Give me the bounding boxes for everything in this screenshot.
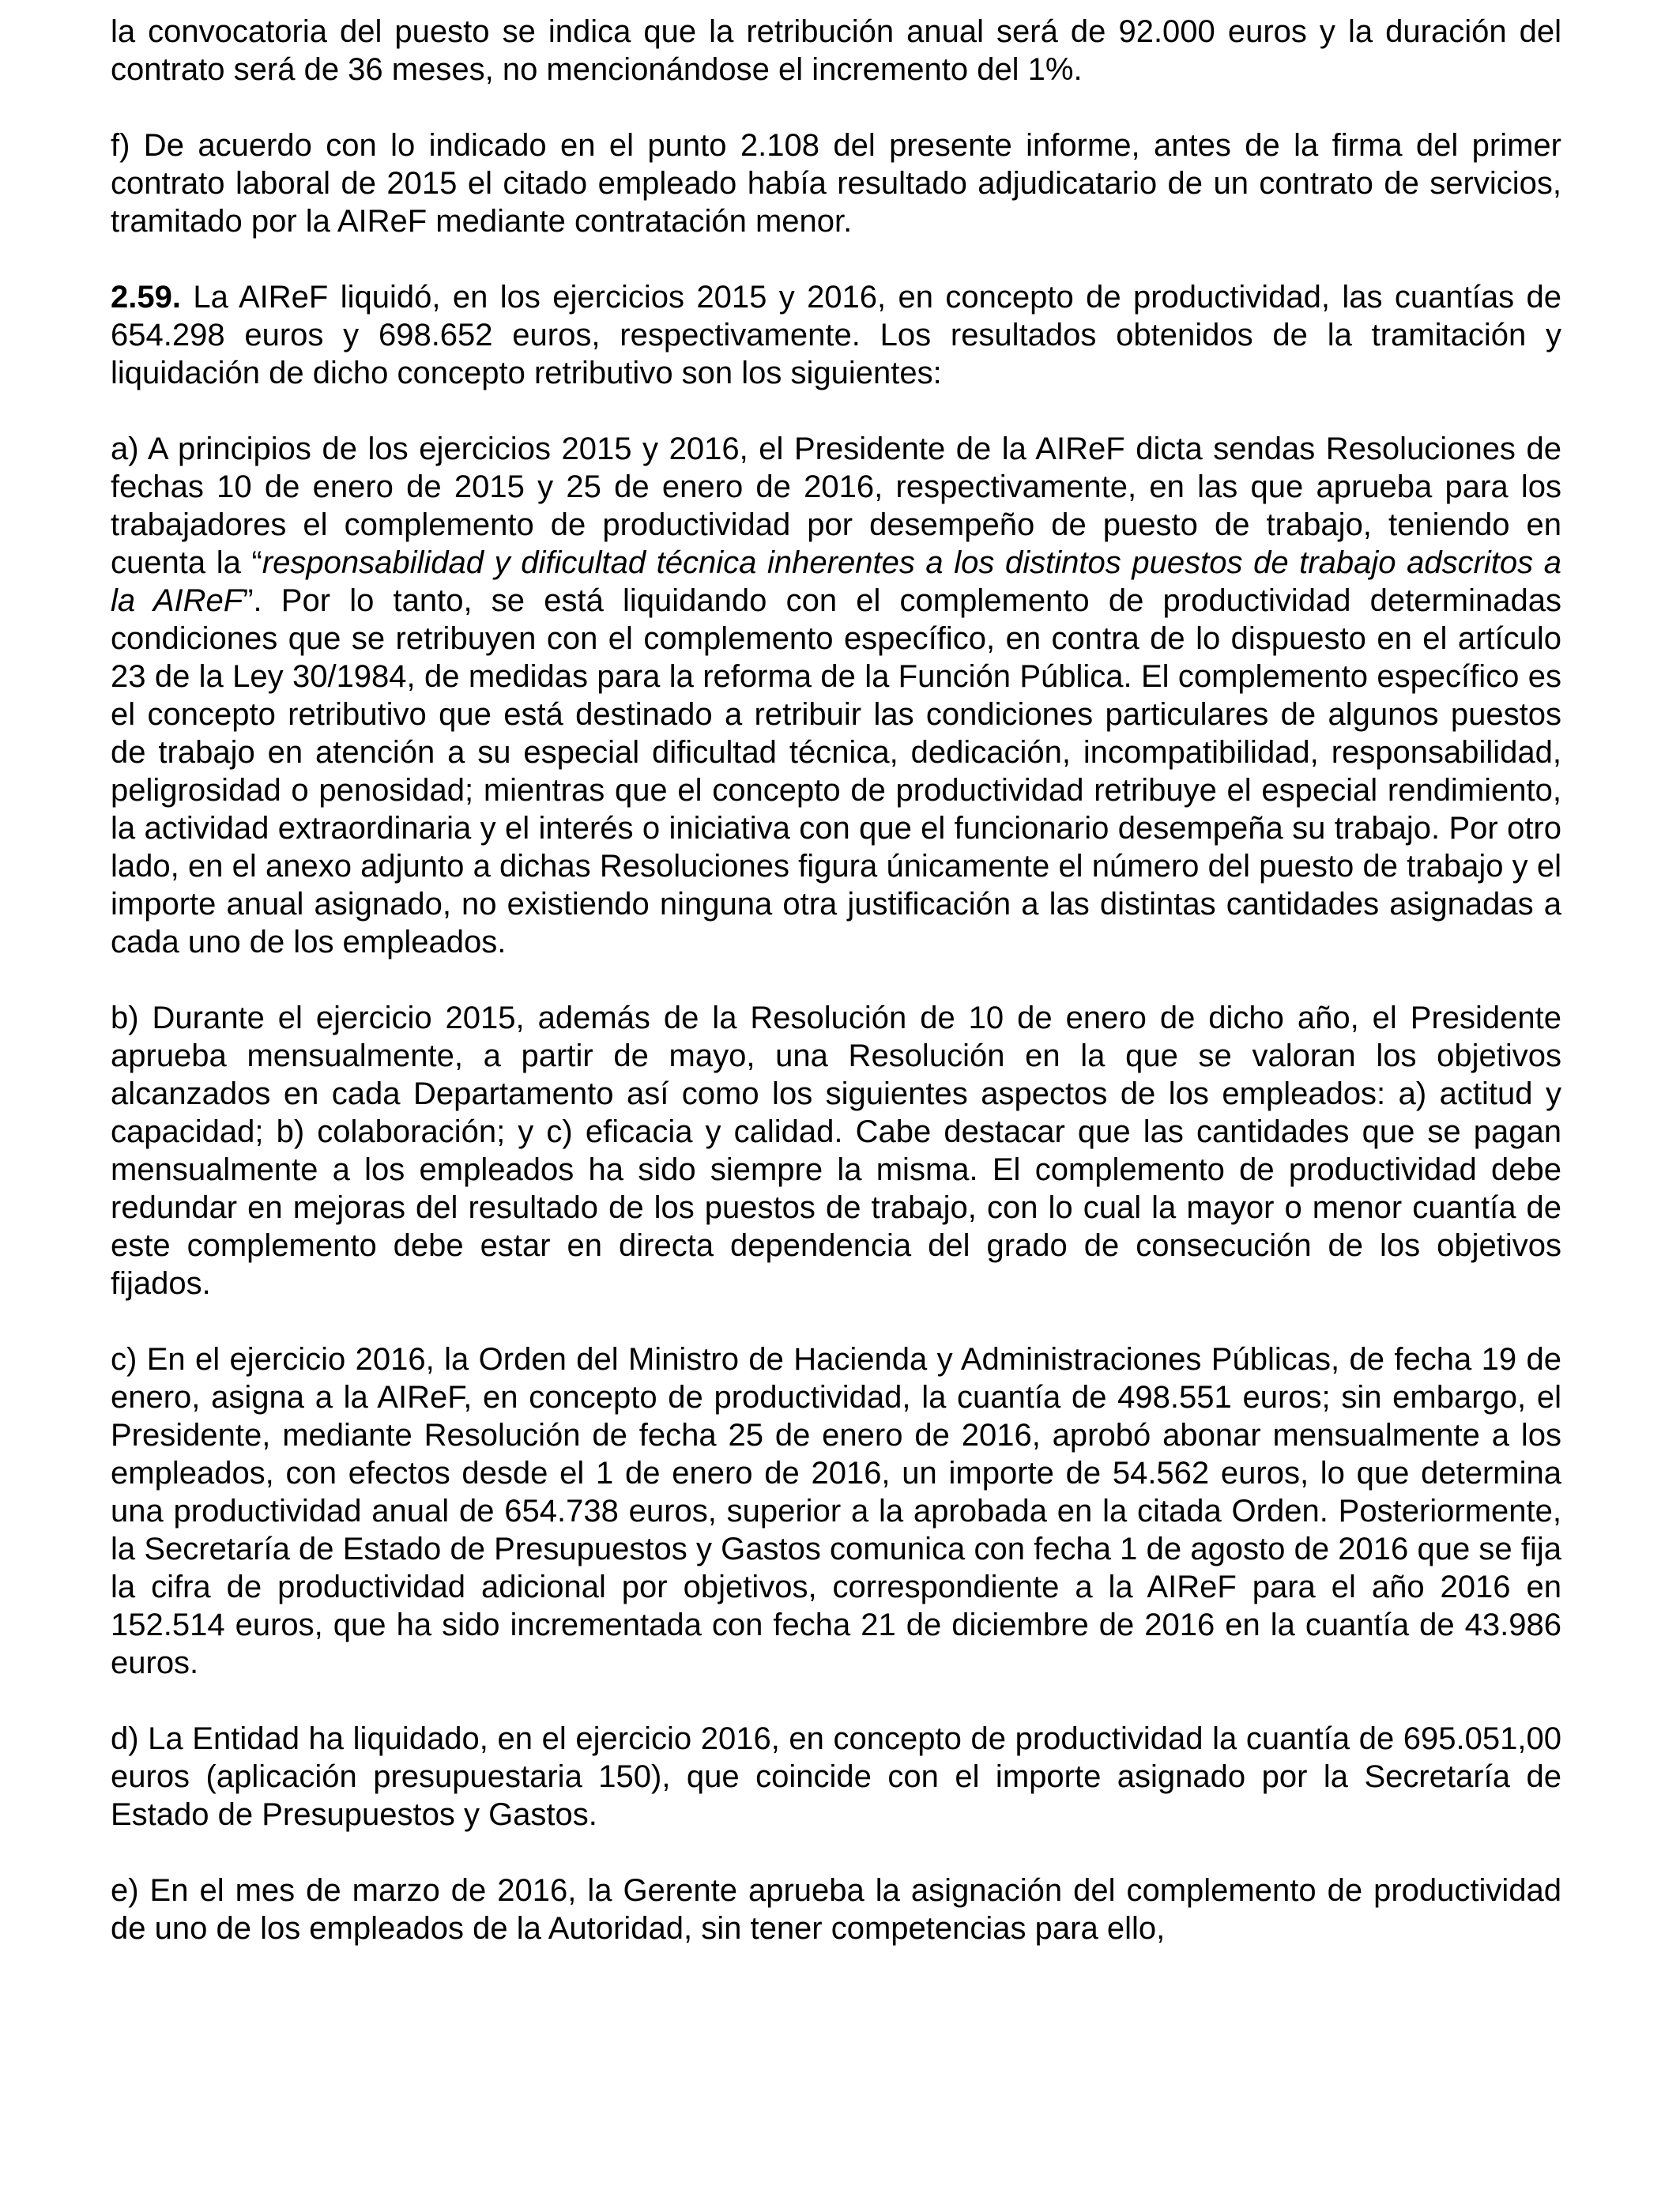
paragraph-2-59 bbox=[111, 278, 1561, 392]
section-number: 2.59. bbox=[111, 280, 181, 315]
paragraph-contract-salary: la convocatoria del puesto se indica que la retribución anual será de 92.000 euros y la duración del contrato será de 36 meses, no mencionándose el incremento del 1%. bbox=[111, 14, 1561, 87]
paragraph-item-e: e) En el mes de marzo de 2016, la Gerente aprueba la asignación del complemento de productividad de uno de los empleados de la Autoridad, sin tener competencias para ello, bbox=[111, 1873, 1561, 1946]
document-page bbox=[111, 13, 1561, 1947]
item-a-quote: responsabilidad y dificultad técnica inherentes a los distintos puestos de trabajo adscritos a la AIReF bbox=[111, 545, 1562, 618]
paragraph-item-c: c) En el ejercicio 2016, la Orden del Ministro de Hacienda y Administraciones Públicas, de fecha 19 de enero, asigna a la AIReF, en concepto de productividad, la cuantía de 498.551 euros; sin embargo, el Presidente, mediante Resolución de fecha 25 de enero de 2016, aprobó abonar mensualmente a los empleados, con efectos desde el 1 de enero de 2016, un importe de 54.562 euros, lo que determina una productividad anual de 654.738 euros, superior a la aprobada en la citada Orden. Posteriormente, la Secretaría de Estado de Presupuestos y Gastos comunica con fecha 1 de agosto de 2016 que se fija la cifra de productividad adicional por objetivos, correspondiente a la AIReF para el año 2016 en 152.514 euros, que ha sido incrementada con fecha 21 de diciembre de 2016 en la cuantía de 43.986 euros. bbox=[111, 1342, 1561, 1680]
paragraph-item-d: d) La Entidad ha liquidado, en el ejercicio 2016, en concepto de productividad la cuantía de 695.051,00 euros (aplicación presupuestaria 150), que coincide con el importe asignado por la Secretaría de Estado de Presupuestos y Gastos. bbox=[111, 1721, 1561, 1832]
paragraph-item-f: f) De acuerdo con lo indicado en el punto 2.108 del presente informe, antes de la firma del primer contrato laboral de 2015 el citado empleado había resultado adjudicatario de un contrato de servicios, tramitado por la AIReF mediante contratación menor. bbox=[111, 128, 1561, 239]
paragraph-item-a bbox=[111, 430, 1561, 961]
item-a-text-before: a) A principios de los ejercicios 2015 y 2016, el Presidente de la AIReF dicta sendas Resoluciones de fechas 10 de enero de 2015 y 25 de enero de 2016, respectivamente, en las que aprueba para los trabajadores el complemento de productividad por desempeño de puesto de trabajo, teniendo en cuenta la “ bbox=[111, 432, 1561, 580]
paragraph-item-b: b) Durante el ejercicio 2015, además de la Resolución de 10 de enero de dicho año, el Presidente aprueba mensualmente, a partir de mayo, una Resolución en la que se valoran los objetivos alcanzados en cada Departamento así como los siguientes aspectos de los empleados: a) actitud y capacidad; b) colaboración; y c) eficacia y calidad. Cabe destacar que las cantidades que se pagan mensualmente a los empleados ha sido siempre la misma. El complemento de productividad debe redundar en mejoras del resultado de los puestos de trabajo, con lo cual la mayor o menor cuantía de este complemento debe estar en directa dependencia del grado de consecución de los objetivos fijados. bbox=[111, 1001, 1561, 1301]
section-text: La AIReF liquidó, en los ejercicios 2015 y 2016, en concepto de productividad, las cuantías de 654.298 euros y 698.652 euros, respectivamente. Los resultados obtenidos de la tramitación y liquidación de dicho concepto retributivo son los siguientes: bbox=[111, 280, 1561, 390]
item-a-text-after: ”. Por lo tanto, se está liquidando con el complemento de productividad determinadas condiciones que se retribuyen con el complemento específico, en contra de lo dispuesto en el artículo 23 de la Ley 30/1984, de medidas para la reforma de la Función Pública. El complemento específico es el concepto retributivo que está destinado a retribuir las condiciones particulares de algunos puestos de trabajo en atención a su especial dificultad técnica, dedicación, incompatibilidad, responsabilidad, peligrosidad o penosidad; mientras que el concepto de productividad retribuye el especial rendimiento, la actividad extraordinaria y el interés o iniciativa con que el funcionario desempeña su trabajo. Por otro lado, en el anexo adjunto a dichas Resoluciones figura únicamente el número del puesto de trabajo y el importe anual asignado, no existiendo ninguna otra justificación a las distintas cantidades asignadas a cada uno de los empleados. bbox=[111, 583, 1561, 959]
